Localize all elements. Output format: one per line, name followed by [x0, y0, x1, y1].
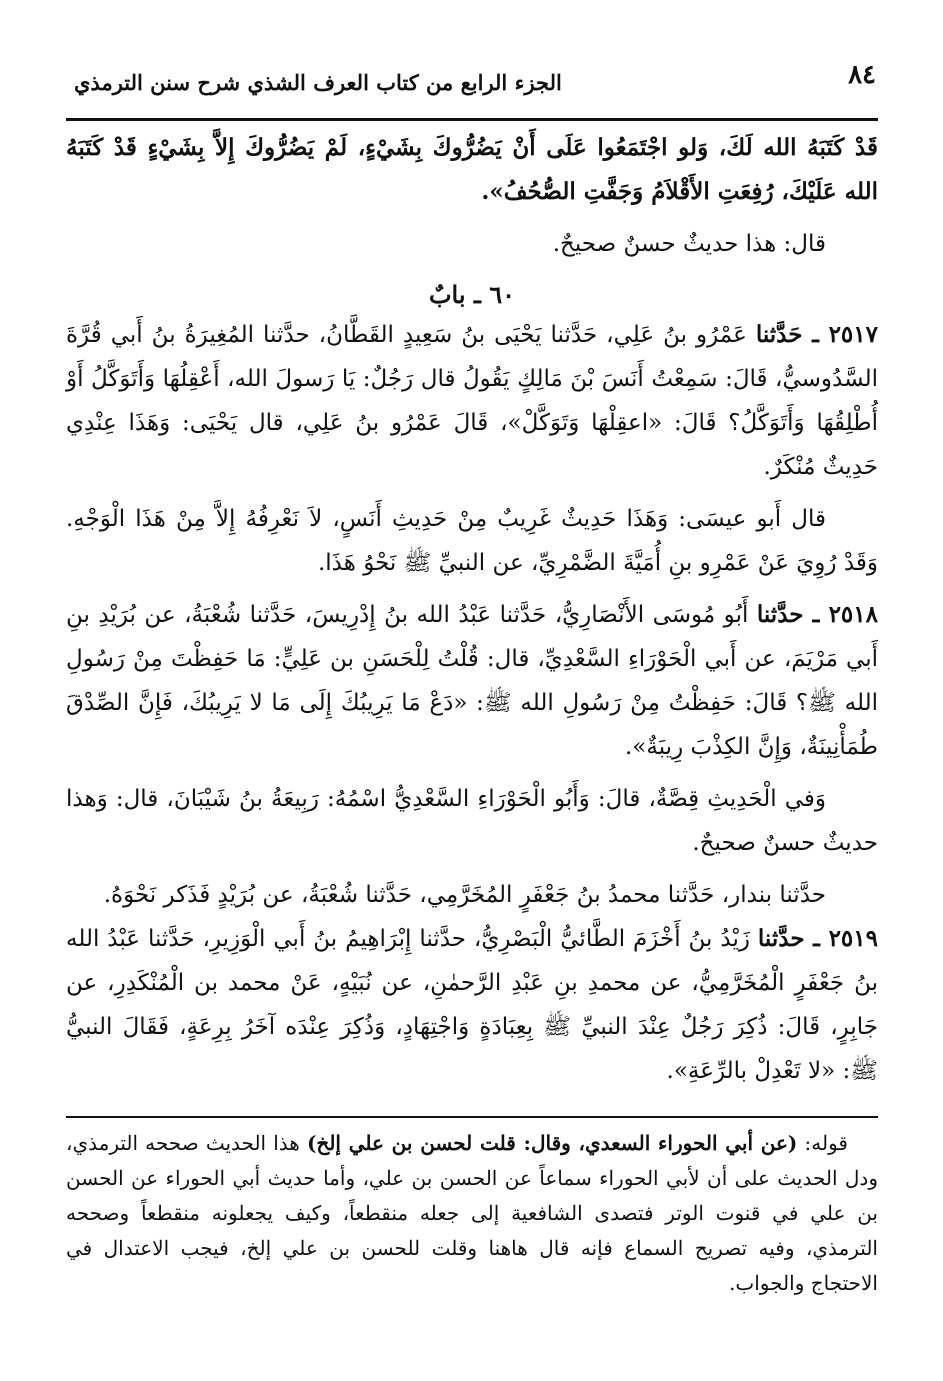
- header-rule: [66, 118, 878, 121]
- footnote: [66, 1126, 878, 1301]
- footnote-lead: قوله:: [797, 1131, 848, 1155]
- verdict-paragraph: قال: هذا حديثٌ حسنٌ صحيحٌ.: [552, 231, 826, 257]
- page-header: [66, 60, 878, 112]
- bundar-chain: حدَّثنا بندار، حَدَّثنا محمدُ بنُ جَعْفَرٍ المُخَرَّمِي، حَدَّثنا شُعْبَةُ، عن بُرَيْدٍ فَذَكر نَحْوَهُ.: [103, 882, 826, 908]
- footnote-quoted: (عن أبي الحوراء السعدي، وقال: قلت لحسن بن علي إلخ): [306, 1131, 798, 1155]
- hadith-2517: [66, 313, 878, 489]
- abu-isa-comment: قال أَبو عيسَى: وَهَذَا حَدِيثٌ غَرِيبٌ مِنْ حَدِيثِ أَنَسٍ، لاَ نَعْرِفُهُ إِلاَّ مِنْ هَذَا الْوَجْهِ. وَقَدْ رُوِيَ عَنْ عَمْرِو بنِ أُمَيَّةَ الضَّمْرِيِّ، عن النبيِّ ﷺ نَحْوُ هَذَا.: [66, 506, 878, 576]
- hadith-2517-number: ٢٥١٧ ـ حَدَّثنا: [755, 321, 878, 348]
- hadith-2519-text: زَيْدُ بنُ أَخْزَمَ الطَّائيُّ الْبَصْرِيُّ، حدَّثنا إِبْرَاهِيمُ بنُ أَبي الْوَزِيرِ، حَدَّثنا عَبْدُ الله بنُ جَعْفَرٍ الْمُخَرَّمِيُّ، عن محمدِ بنِ عَبْدِ الرَّحمٰنِ، عن نُبَيْهٍ، عَنْ محمد بن الْمُنْكَدِرِ، عن جَابِرٍ، قَالَ: ذُكِرَ رَجُلٌ عِنْدَ النبيِّ ﷺ بِعِبَادَةٍ وَاجْتِهَادٍ، وَذُكِرَ عِنْدَه آخَرُ بِرِعَةٍ، فَقَالَ النبيُّ ﷺ: «لا تَعْدِلْ بالرِّعَةِ».: [66, 926, 878, 1084]
- hadith-2518-text: أَبُو مُوسَى الأَنْصَارِيُّ، حَدَّثنا عَبْدُ الله بنُ إِدْرِيسَ، حَدَّثنا شُعْبَةُ، عن بُرَيْدِ بنِ أَبي مَرْيَمَ، عن أَبي الْحَوْرَاءِ السَّعْدِيِّ، قال: قُلْتُ لِلْحَسَنِ بن عَلِيٍّ: مَا حَفِظْتَ مِنْ رَسُولِ الله ﷺ؟ قَالَ: حَفِظْتُ مِنْ رَسُولِ الله ﷺ: «دَعْ مَا يَرِيبُكَ إِلَى مَا لا يَرِيبُكَ، فَإِنَّ الصِّدْقَ طُمَأْنِينَةٌ، وَإِنَّ الكِذْبَ رِيبَةٌ».: [66, 602, 878, 760]
- hadith-2518: [66, 593, 878, 769]
- hadith-2519: [66, 917, 878, 1093]
- hadith-2518-number: ٢٥١٨ ـ حدَّثنا: [756, 601, 878, 628]
- main-text: [66, 126, 878, 1093]
- hadith-ending: قَدْ كَتَبَهُ الله لَكَ، وَلو اجْتَمَعُوا عَلَى أَنْ يَضُرُّوكَ بِشَيْءٍ، لَمْ يَضُرُّوكَ إِلاَّ بِشَيْءٍ قَدْ كَتَبَهُ الله عَلَيْكَ، رُفِعَتِ الأَقْلاَمُ وَجَفَّتِ الصُّحُفُ».: [66, 134, 878, 205]
- footnote-rule: [66, 1116, 878, 1118]
- hadith-2519-number: ٢٥١٩ ـ حدَّثنا: [757, 925, 878, 952]
- story-comment: وَفي الْحَدِيثِ قِصَّةٌ، قالَ: وَأَبُو الْحَوْرَاءِ السَّعْدِيُّ اسْمُهُ: رَبِيعَةُ بنُ شَيْبَانَ، قال: وَهذا حديثٌ حسنٌ صحيحٌ.: [66, 786, 878, 856]
- chapter-heading: ٦٠ ـ بابٌ: [428, 280, 516, 309]
- footnote-text: هذا الحديث صححه الترمذي، ودل الحديث على أن لأبي الحوراء سماعاً عن الحسن بن علي، وأما حديث أبي الحوراء عن الحسن بن علي في قنوت الوتر فتصدى الشافعية إلى جعله منقطعاً، وكيف يجعلونه منقطعاً وصححه الترمذي، وفيه تصريح السماع فإنه قال هاهنا وقلت للحسن بن علي إلخ، فيجب الاعتدال في الاحتجاج والجواب.: [66, 1131, 878, 1295]
- hadith-2517-text: عَمْرُو بنُ عَلِي، حَدَّثنا يَحْيَى بنُ سَعِيدٍ القَطَّانُ، حدَّثنا المُغِيرَةُ بنُ أَبي قُرَّةَ السَّدُوسيُّ، قَالَ: سَمِعْتُ أَنَسَ بْنَ مَالِكٍ يَقُولُ قال رَجُلٌ: يَا رَسولَ الله، أَعْقِلُهَا وَأَتَوَكَّلُ أَوْ أُطْلِقُهَا وَأَتَوَكَّلُ؟ قَالَ: «اعقِلْهَا وَتَوَكَّلْ»، قَالَ عَمْرُو بنُ عَلِي، قال يَحْيَى: وَهَذَا عِنْدِي حَدِيثٌ مُنْكَرٌ.: [66, 322, 878, 480]
- page-number: ٨٤: [848, 60, 876, 90]
- running-title: الجزء الرابع من كتاب العرف الشذي شرح سنن الترمذي: [74, 70, 562, 95]
